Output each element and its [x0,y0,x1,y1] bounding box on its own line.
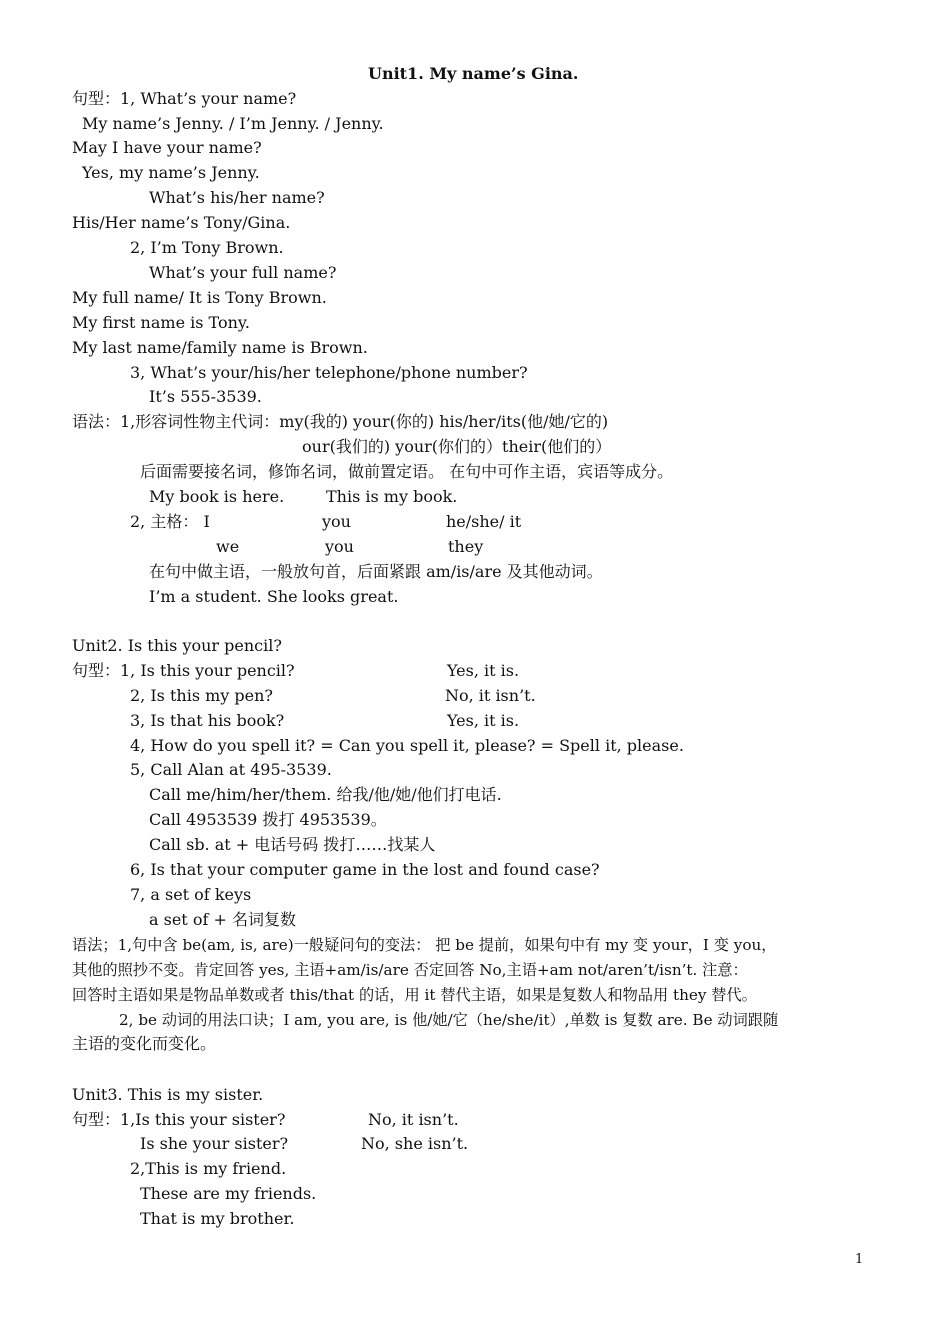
unit1-line: My name’s Jenny. / I’m Jenny. / Jenny. [82,114,384,133]
unit1-example: This is my book. [326,487,458,506]
unit1-grammar-line: 语法：1,形容词性物主代词：my(我的) your(你的) his/her/its(他/她/它的) [72,412,609,431]
unit2-answer: No, it isn’t. [445,686,536,705]
unit2-line: 7, a set of keys [130,885,252,904]
unit2-line: 2, Is this my pen? [130,686,274,705]
unit1-pronoun-row: 2, 主格： I [130,512,210,531]
unit1-line: My full name/ It is Tony Brown. [72,288,327,307]
unit1-grammar-line: 在句中做主语，一般放句首，后面紧跟 am/is/are 及其他动词。 [149,562,603,581]
unit2-grammar-line: 主语的变化而变化。 [72,1034,217,1053]
unit2-line: 5, Call Alan at 495-3539. [130,760,332,779]
unit2-grammar-line: 语法；1,句中含 be(am, is, are)一般疑问句的变法： 把 be 提前，如果句中有 my 变 your，I 变 you， [72,936,777,954]
unit1-line: What’s his/her name? [149,188,325,207]
unit3-answer: No, it isn’t. [368,1110,459,1129]
unit1-line: 2, I’m Tony Brown. [130,238,284,257]
unit2-line: a set of + 名词复数 [149,910,296,929]
unit2-line: Call sb. at + 电话号码 拨打……找某人 [149,835,436,854]
unit2-line: 句型：1, Is this your pencil? [72,661,295,680]
unit1-line: My first name is Tony. [72,313,250,332]
unit1-line: 句型：1, What’s your name? [72,89,297,108]
unit1-line: What’s your full name? [149,263,337,282]
unit2-line: Call 4953539 拨打 4953539。 [149,810,387,829]
page-number: 1 [855,1252,864,1267]
unit2-grammar-line: 回答时主语如果是物品单数或者 this/that 的话，用 it 替代主语，如果是复数人和物品用 they 替代。 [72,986,757,1004]
unit1-grammar-line: our(我们的) your(你们的）their(他们的） [302,437,612,456]
unit1-title: Unit1. My name’s Gina. [368,64,579,83]
unit1-pronoun-row: they [448,537,484,556]
unit2-answer: Yes, it is. [447,711,520,730]
unit2-line: Call me/him/her/them. 给我/他/她/他们打电话. [149,785,502,804]
unit2-line: 6, Is that your computer game in the lost and found case? [130,860,600,879]
unit3-line: That is my brother. [140,1209,295,1228]
unit2-answer: Yes, it is. [447,661,520,680]
unit2-grammar-line: 2, be 动词的用法口诀；I am, you are, is 他/她/它（he/she/it）,单数 is 复数 are. Be 动词跟随 [119,1011,779,1029]
unit3-answer: No, she isn’t. [361,1134,469,1153]
unit1-pronoun-row: you [322,512,351,531]
unit3-title: Unit3. This is my sister. [72,1085,264,1104]
unit1-pronoun-row: you [325,537,354,556]
unit1-pronoun-row: we [216,537,240,556]
unit1-pronoun-row: he/she/ it [446,512,522,531]
unit1-line: May I have your name? [72,138,262,157]
unit1-line: His/Her name’s Tony/Gina. [72,213,291,232]
unit3-line: 句型：1,Is this your sister? [72,1110,286,1129]
unit3-line: 2,This is my friend. [130,1159,287,1178]
unit2-title: Unit2. Is this your pencil? [72,636,282,655]
unit1-line: 3, What’s your/his/her telephone/phone number? [130,363,528,382]
unit3-line: Is she your sister? [140,1134,289,1153]
unit3-line: These are my friends. [140,1184,317,1203]
unit2-line: 4, How do you spell it? = Can you spell it, please? = Spell it, please. [130,736,684,755]
unit2-line: 3, Is that his book? [130,711,285,730]
unit1-line: Yes, my name’s Jenny. [82,163,260,182]
unit1-line: It’s 555-3539. [149,387,262,406]
unit1-example: I’m a student. She looks great. [149,587,399,606]
unit2-grammar-line: 其他的照抄不变。肯定回答 yes, 主语+am/is/are 否定回答 No,主语+am not/aren’t/isn’t. 注意： [72,961,748,979]
unit1-grammar-line: 后面需要接名词，修饰名词，做前置定语。 在句中可作主语，宾语等成分。 [140,462,674,481]
unit1-example: My book is here. [149,487,285,506]
unit1-line: My last name/family name is Brown. [72,338,368,357]
